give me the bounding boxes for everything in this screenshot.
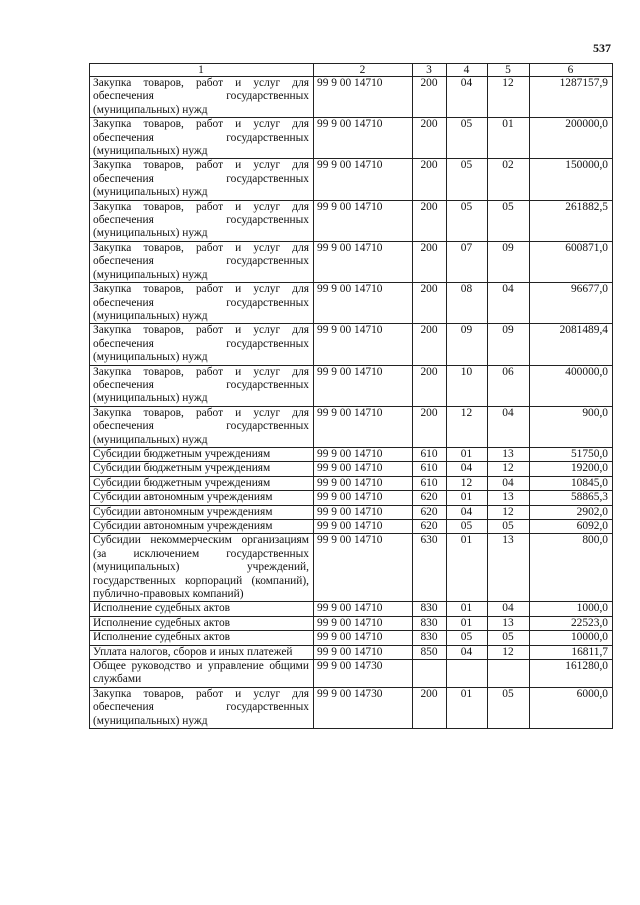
row-name: Исполнение судебных актов [90,616,314,630]
row-expense-type: 200 [413,200,447,241]
row-section [447,660,488,688]
table-row [90,687,613,728]
row-code: 99 9 00 14710 [314,602,413,616]
header-col-5: 5 [488,64,530,77]
row-amount: 6000,0 [530,687,613,728]
row-name: Закупка товаров, работ и услуг для обеспечения государственных (муниципальных) нужд [90,687,314,728]
row-subsection: 04 [488,283,530,324]
row-code: 99 9 00 14710 [314,159,413,200]
row-subsection: 12 [488,645,530,659]
row-amount: 800,0 [530,534,613,602]
row-section: 08 [447,283,488,324]
row-subsection: 12 [488,77,530,118]
row-code: 99 9 00 14710 [314,118,413,159]
row-expense-type: 850 [413,645,447,659]
row-amount: 6092,0 [530,520,613,534]
row-amount: 1287157,9 [530,77,613,118]
row-expense-type: 620 [413,491,447,505]
budget-table [89,63,613,729]
row-expense-type: 610 [413,476,447,490]
row-subsection: 04 [488,602,530,616]
row-code: 99 9 00 14710 [314,491,413,505]
row-expense-type: 200 [413,159,447,200]
row-name: Субсидии бюджетным учреждениям [90,462,314,476]
table-row [90,406,613,447]
row-name: Субсидии бюджетным учреждениям [90,447,314,461]
row-name: Закупка товаров, работ и услуг для обеспечения государственных (муниципальных) нужд [90,77,314,118]
row-amount: 10845,0 [530,476,613,490]
row-code: 99 9 00 14710 [314,520,413,534]
row-name: Общее руководство и управление общими службами [90,660,314,688]
row-expense-type: 200 [413,406,447,447]
row-subsection: 05 [488,687,530,728]
row-amount: 900,0 [530,406,613,447]
row-amount: 96677,0 [530,283,613,324]
row-code: 99 9 00 14710 [314,645,413,659]
row-expense-type: 630 [413,534,447,602]
row-subsection [488,660,530,688]
row-amount: 400000,0 [530,365,613,406]
header-col-2: 2 [314,64,413,77]
row-expense-type: 200 [413,283,447,324]
row-section: 01 [447,687,488,728]
row-expense-type: 200 [413,241,447,282]
table-row [90,365,613,406]
row-code: 99 9 00 14710 [314,505,413,519]
header-row [90,64,613,77]
row-amount: 2902,0 [530,505,613,519]
row-name: Исполнение судебных актов [90,631,314,645]
row-amount: 150000,0 [530,159,613,200]
table-body [90,77,613,729]
row-section: 05 [447,520,488,534]
row-code: 99 9 00 14710 [314,406,413,447]
row-expense-type: 200 [413,365,447,406]
row-amount: 16811,7 [530,645,613,659]
row-subsection: 05 [488,631,530,645]
row-code: 99 9 00 14710 [314,476,413,490]
row-expense-type: 830 [413,602,447,616]
row-amount: 261882,5 [530,200,613,241]
table-row [90,476,613,490]
row-expense-type: 610 [413,447,447,461]
table-row [90,462,613,476]
row-name: Субсидии автономным учреждениям [90,520,314,534]
row-expense-type: 610 [413,462,447,476]
row-section: 01 [447,602,488,616]
table-row [90,200,613,241]
row-section: 05 [447,631,488,645]
row-code: 99 9 00 14730 [314,660,413,688]
row-subsection: 09 [488,241,530,282]
row-section: 04 [447,645,488,659]
row-name: Исполнение судебных актов [90,602,314,616]
row-section: 05 [447,159,488,200]
row-subsection: 04 [488,476,530,490]
row-section: 12 [447,476,488,490]
row-name: Субсидии бюджетным учреждениям [90,476,314,490]
row-amount: 1000,0 [530,602,613,616]
row-section: 04 [447,77,488,118]
row-amount: 19200,0 [530,462,613,476]
row-subsection: 05 [488,200,530,241]
table-row [90,520,613,534]
row-code: 99 9 00 14710 [314,324,413,365]
row-expense-type: 200 [413,77,447,118]
row-subsection: 13 [488,534,530,602]
row-subsection: 09 [488,324,530,365]
row-subsection: 05 [488,520,530,534]
row-section: 01 [447,447,488,461]
row-expense-type: 830 [413,631,447,645]
row-amount: 58865,3 [530,491,613,505]
row-name: Закупка товаров, работ и услуг для обеспечения государственных (муниципальных) нужд [90,241,314,282]
row-expense-type: 200 [413,687,447,728]
row-section: 05 [447,118,488,159]
row-subsection: 12 [488,462,530,476]
table-row [90,491,613,505]
row-subsection: 04 [488,406,530,447]
header-col-1: 1 [90,64,314,77]
row-code: 99 9 00 14730 [314,687,413,728]
table-header [90,64,613,77]
row-section: 01 [447,534,488,602]
row-subsection: 12 [488,505,530,519]
row-subsection: 02 [488,159,530,200]
table-row [90,602,613,616]
row-amount: 600871,0 [530,241,613,282]
row-code: 99 9 00 14710 [314,200,413,241]
table-row [90,283,613,324]
page-number: 537 [593,41,611,55]
row-section: 01 [447,616,488,630]
table-row [90,324,613,365]
row-name: Закупка товаров, работ и услуг для обеспечения государственных (муниципальных) нужд [90,324,314,365]
table-row [90,534,613,602]
row-expense-type: 200 [413,324,447,365]
row-section: 04 [447,505,488,519]
row-name: Уплата налогов, сборов и иных платежей [90,645,314,659]
row-name: Закупка товаров, работ и услуг для обеспечения государственных (муниципальных) нужд [90,200,314,241]
row-expense-type [413,660,447,688]
row-code: 99 9 00 14710 [314,616,413,630]
table-row [90,645,613,659]
row-amount: 200000,0 [530,118,613,159]
header-col-3: 3 [413,64,447,77]
row-code: 99 9 00 14710 [314,365,413,406]
row-subsection: 01 [488,118,530,159]
row-name: Закупка товаров, работ и услуг для обеспечения государственных (муниципальных) нужд [90,118,314,159]
row-code: 99 9 00 14710 [314,77,413,118]
table-row [90,505,613,519]
row-code: 99 9 00 14710 [314,241,413,282]
row-name: Закупка товаров, работ и услуг для обеспечения государственных (муниципальных) нужд [90,365,314,406]
row-name: Закупка товаров, работ и услуг для обеспечения государственных (муниципальных) нужд [90,159,314,200]
row-section: 09 [447,324,488,365]
row-code: 99 9 00 14710 [314,462,413,476]
row-name: Закупка товаров, работ и услуг для обеспечения государственных (муниципальных) нужд [90,406,314,447]
row-expense-type: 830 [413,616,447,630]
row-section: 07 [447,241,488,282]
row-section: 10 [447,365,488,406]
table-row [90,631,613,645]
row-name: Субсидии некоммерческим организациям (за исключением государственных (муниципальных) учреждений, государственных корпораций (компаний), публично-правовых компаний) [90,534,314,602]
header-col-6: 6 [530,64,613,77]
row-amount: 22523,0 [530,616,613,630]
row-amount: 2081489,4 [530,324,613,365]
row-expense-type: 200 [413,118,447,159]
row-subsection: 13 [488,447,530,461]
table-row [90,159,613,200]
row-code: 99 9 00 14710 [314,283,413,324]
row-name: Субсидии автономным учреждениям [90,491,314,505]
row-code: 99 9 00 14710 [314,447,413,461]
row-code: 99 9 00 14710 [314,631,413,645]
row-section: 01 [447,491,488,505]
row-code: 99 9 00 14710 [314,534,413,602]
table-row [90,660,613,688]
table-row [90,616,613,630]
table-row [90,241,613,282]
table-row [90,118,613,159]
row-name: Закупка товаров, работ и услуг для обеспечения государственных (муниципальных) нужд [90,283,314,324]
row-subsection: 13 [488,616,530,630]
row-amount: 10000,0 [530,631,613,645]
row-expense-type: 620 [413,505,447,519]
row-section: 04 [447,462,488,476]
row-amount: 51750,0 [530,447,613,461]
header-col-4: 4 [447,64,488,77]
table-row [90,77,613,118]
table-row [90,447,613,461]
row-expense-type: 620 [413,520,447,534]
row-name: Субсидии автономным учреждениям [90,505,314,519]
row-section: 05 [447,200,488,241]
row-section: 12 [447,406,488,447]
row-subsection: 13 [488,491,530,505]
row-amount: 161280,0 [530,660,613,688]
row-subsection: 06 [488,365,530,406]
